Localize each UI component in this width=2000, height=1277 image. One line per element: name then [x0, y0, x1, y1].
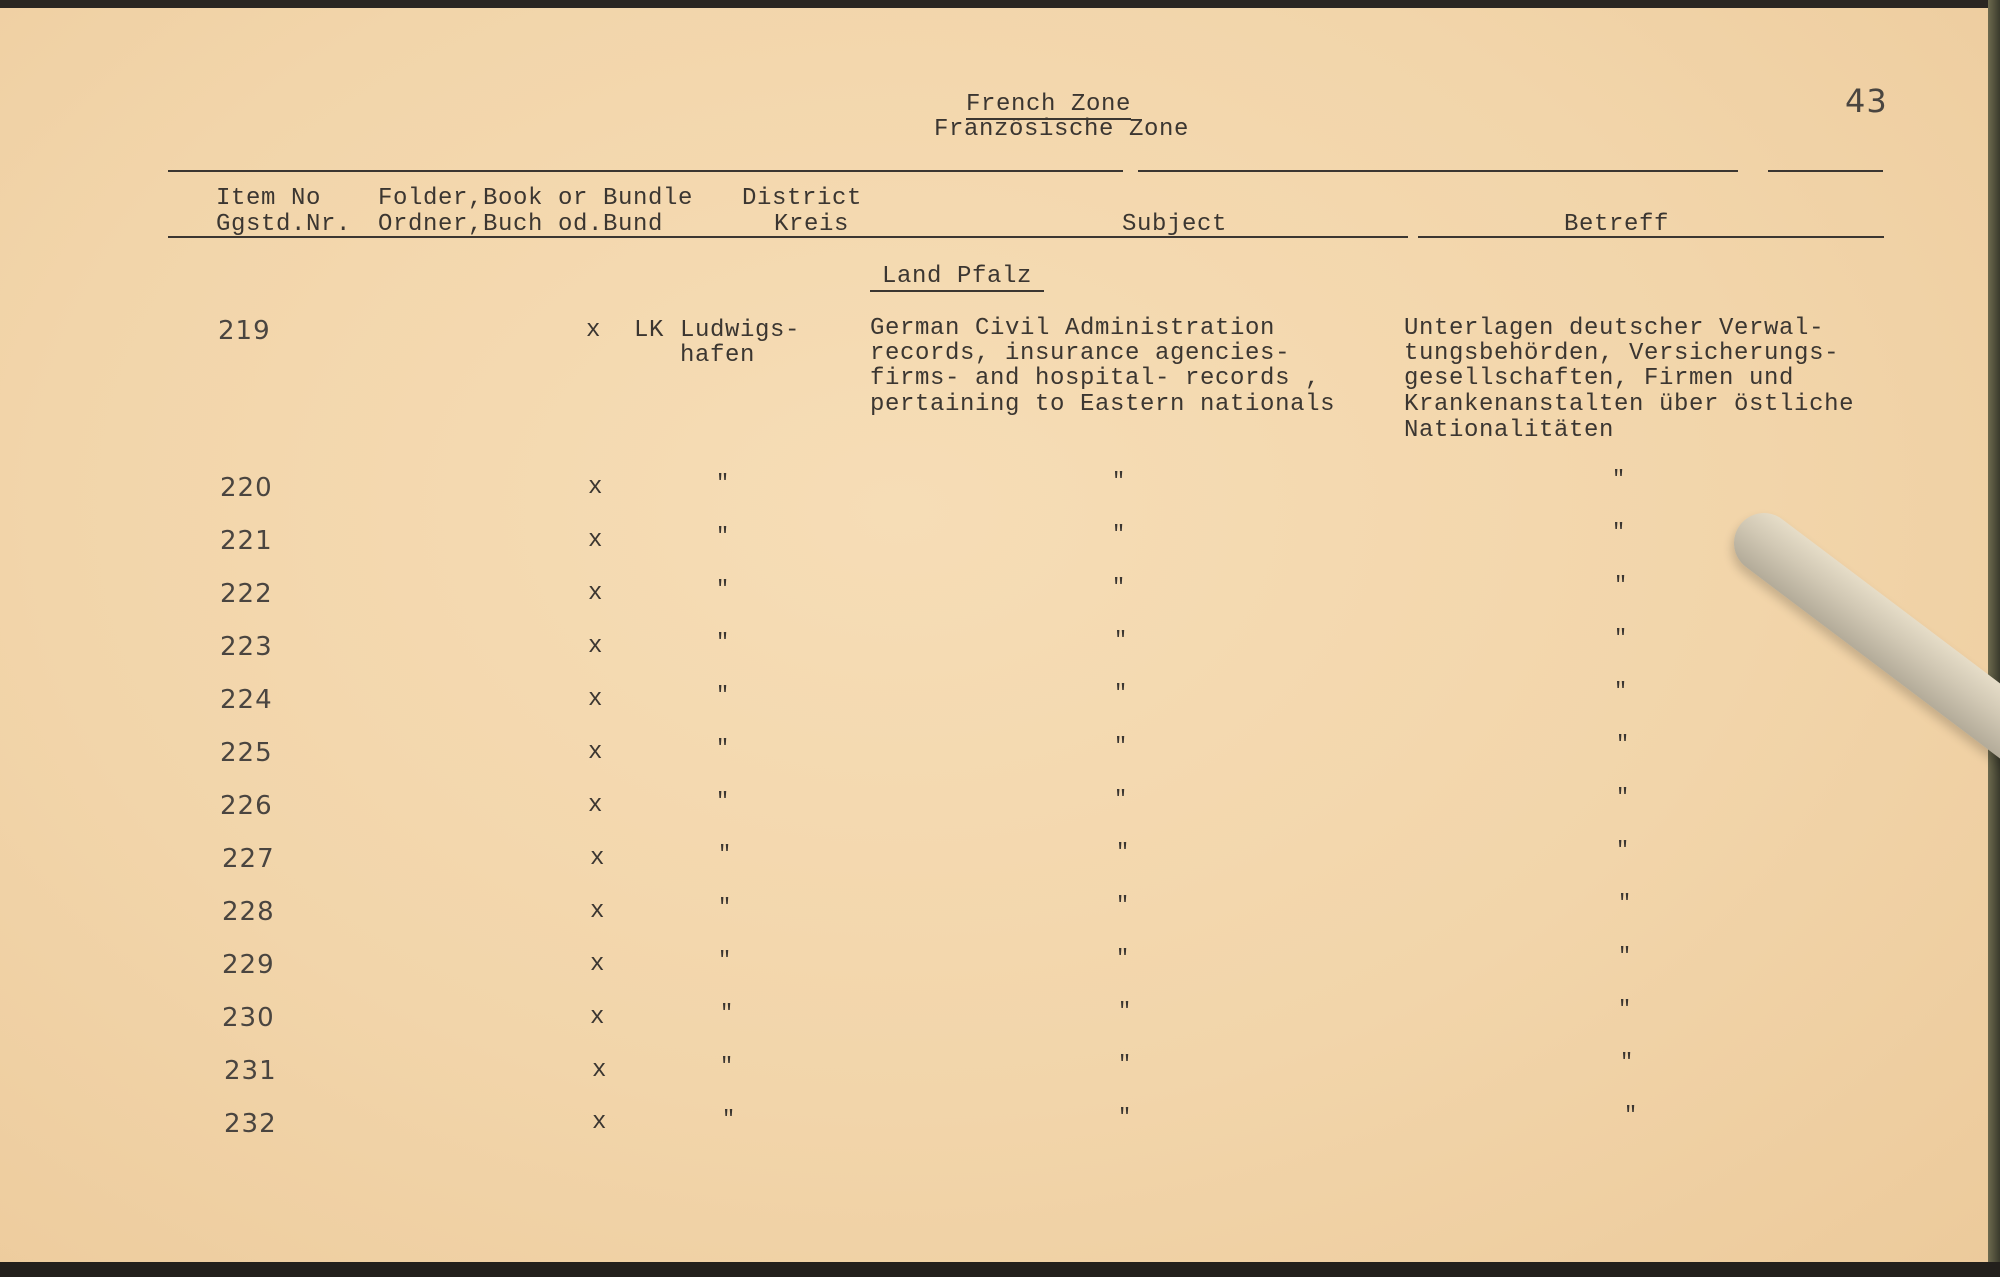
betreff-line: gesellschaften, Firmen und	[1404, 365, 1795, 392]
item-mark: x	[590, 845, 606, 872]
betreff-ditto: "	[1618, 891, 1632, 916]
betreff-line: Unterlagen deutscher Verwal-	[1404, 315, 1825, 342]
item-number: 232	[224, 1109, 277, 1139]
item-mark: x	[588, 474, 604, 501]
zone-title-de: Französische Zone	[934, 116, 1190, 143]
item-mark: x	[588, 580, 604, 607]
betreff-line: Krankenanstalten über östliche	[1404, 391, 1855, 418]
item-number: 224	[220, 685, 273, 715]
item-number: 220	[220, 473, 273, 503]
column-header-district-en: District	[742, 185, 863, 212]
scan-top-edge	[0, 0, 2000, 8]
subject-line: firms- and hospital- records ,	[870, 365, 1321, 392]
header-rule-bottom-1	[168, 236, 1108, 238]
item-mark: x	[588, 792, 604, 819]
district-ditto: "	[716, 471, 730, 496]
item-mark: x	[592, 1109, 608, 1136]
betreff-ditto: "	[1616, 785, 1630, 810]
item-mark: x	[588, 739, 604, 766]
column-header-item-no-en: Item No	[216, 185, 322, 212]
zone-title-en: French Zone	[966, 91, 1132, 118]
subject-ditto: "	[1114, 681, 1128, 706]
header-rule-bottom-2	[1108, 236, 1408, 238]
betreff-ditto: "	[1612, 467, 1626, 492]
tweezers-tip	[1722, 501, 2000, 778]
district-ditto: "	[716, 736, 730, 761]
district-ditto: "	[716, 789, 730, 814]
district-ditto: "	[718, 842, 732, 867]
district-prefix: LK	[634, 317, 665, 344]
subject-ditto: "	[1112, 469, 1126, 494]
subject-ditto: "	[1114, 734, 1128, 759]
subject-line: pertaining to Eastern nationals	[870, 391, 1336, 418]
betreff-ditto: "	[1618, 944, 1632, 969]
section-title: Land Pfalz	[870, 264, 1044, 292]
betreff-ditto: "	[1614, 626, 1628, 651]
column-header-district-de: Kreis	[774, 211, 850, 238]
item-mark: x	[590, 1004, 606, 1031]
betreff-ditto: "	[1614, 679, 1628, 704]
district-ditto: "	[716, 683, 730, 708]
betreff-ditto: "	[1612, 520, 1626, 545]
header-rule-top-3	[1768, 170, 1883, 172]
item-number: 230	[222, 1003, 275, 1033]
item-number: 223	[220, 632, 273, 662]
scan-right-edge	[1988, 0, 2000, 1277]
betreff-line: Nationalitäten	[1404, 417, 1615, 444]
subject-ditto: "	[1118, 1105, 1132, 1130]
scan-bottom-edge	[0, 1262, 2000, 1277]
betreff-ditto: "	[1614, 573, 1628, 598]
item-number: 225	[220, 738, 273, 768]
betreff-ditto: "	[1616, 732, 1630, 757]
subject-line: German Civil Administration	[870, 315, 1276, 342]
item-number: 231	[224, 1056, 277, 1086]
header-rule-top-2	[1138, 170, 1738, 172]
subject-ditto: "	[1114, 787, 1128, 812]
betreff-line: tungsbehörden, Versicherungs-	[1404, 340, 1840, 367]
district-ditto: "	[716, 524, 730, 549]
item-number: 221	[220, 526, 273, 556]
item-mark: x	[590, 898, 606, 925]
column-header-folder-de: Ordner,Buch od.Bund	[378, 211, 664, 238]
column-header-item-no-de: Ggstd.Nr.	[216, 211, 352, 238]
subject-ditto: "	[1116, 840, 1130, 865]
column-header-folder-en: Folder,Book or Bundle	[378, 185, 694, 212]
betreff-ditto: "	[1624, 1103, 1638, 1128]
subject-ditto: "	[1116, 893, 1130, 918]
item-number: 228	[222, 897, 275, 927]
subject-line: records, insurance agencies-	[870, 340, 1291, 367]
column-header-betreff: Betreff	[1564, 211, 1670, 238]
item-number: 226	[220, 791, 273, 821]
item-number: 219	[218, 316, 271, 346]
header-rule-bottom-3	[1418, 236, 1884, 238]
district-ditto: "	[716, 577, 730, 602]
item-mark: x	[588, 686, 604, 713]
district-ditto: "	[716, 630, 730, 655]
district-ditto: "	[720, 1054, 734, 1079]
district-ditto: "	[720, 1001, 734, 1026]
column-header-subject: Subject	[1122, 211, 1228, 238]
item-number: 229	[222, 950, 275, 980]
district-line-1: Ludwigs-	[680, 317, 801, 344]
district-ditto: "	[722, 1107, 736, 1132]
item-number: 227	[222, 844, 275, 874]
subject-ditto: "	[1118, 1052, 1132, 1077]
page-number: 43	[1845, 82, 1888, 120]
district-ditto: "	[718, 948, 732, 973]
item-mark: x	[588, 527, 604, 554]
betreff-ditto: "	[1620, 1050, 1634, 1075]
district-line-2: hafen	[680, 342, 756, 369]
item-mark: x	[590, 951, 606, 978]
betreff-ditto: "	[1616, 838, 1630, 863]
betreff-ditto: "	[1618, 997, 1632, 1022]
subject-ditto: "	[1114, 628, 1128, 653]
item-mark: x	[588, 633, 604, 660]
subject-ditto: "	[1116, 946, 1130, 971]
item-mark: x	[592, 1057, 608, 1084]
item-mark: x	[586, 317, 602, 344]
subject-ditto: "	[1112, 575, 1126, 600]
header-rule-top-1	[168, 170, 1123, 172]
subject-ditto: "	[1112, 522, 1126, 547]
item-number: 222	[220, 579, 273, 609]
subject-ditto: "	[1118, 999, 1132, 1024]
district-ditto: "	[718, 895, 732, 920]
